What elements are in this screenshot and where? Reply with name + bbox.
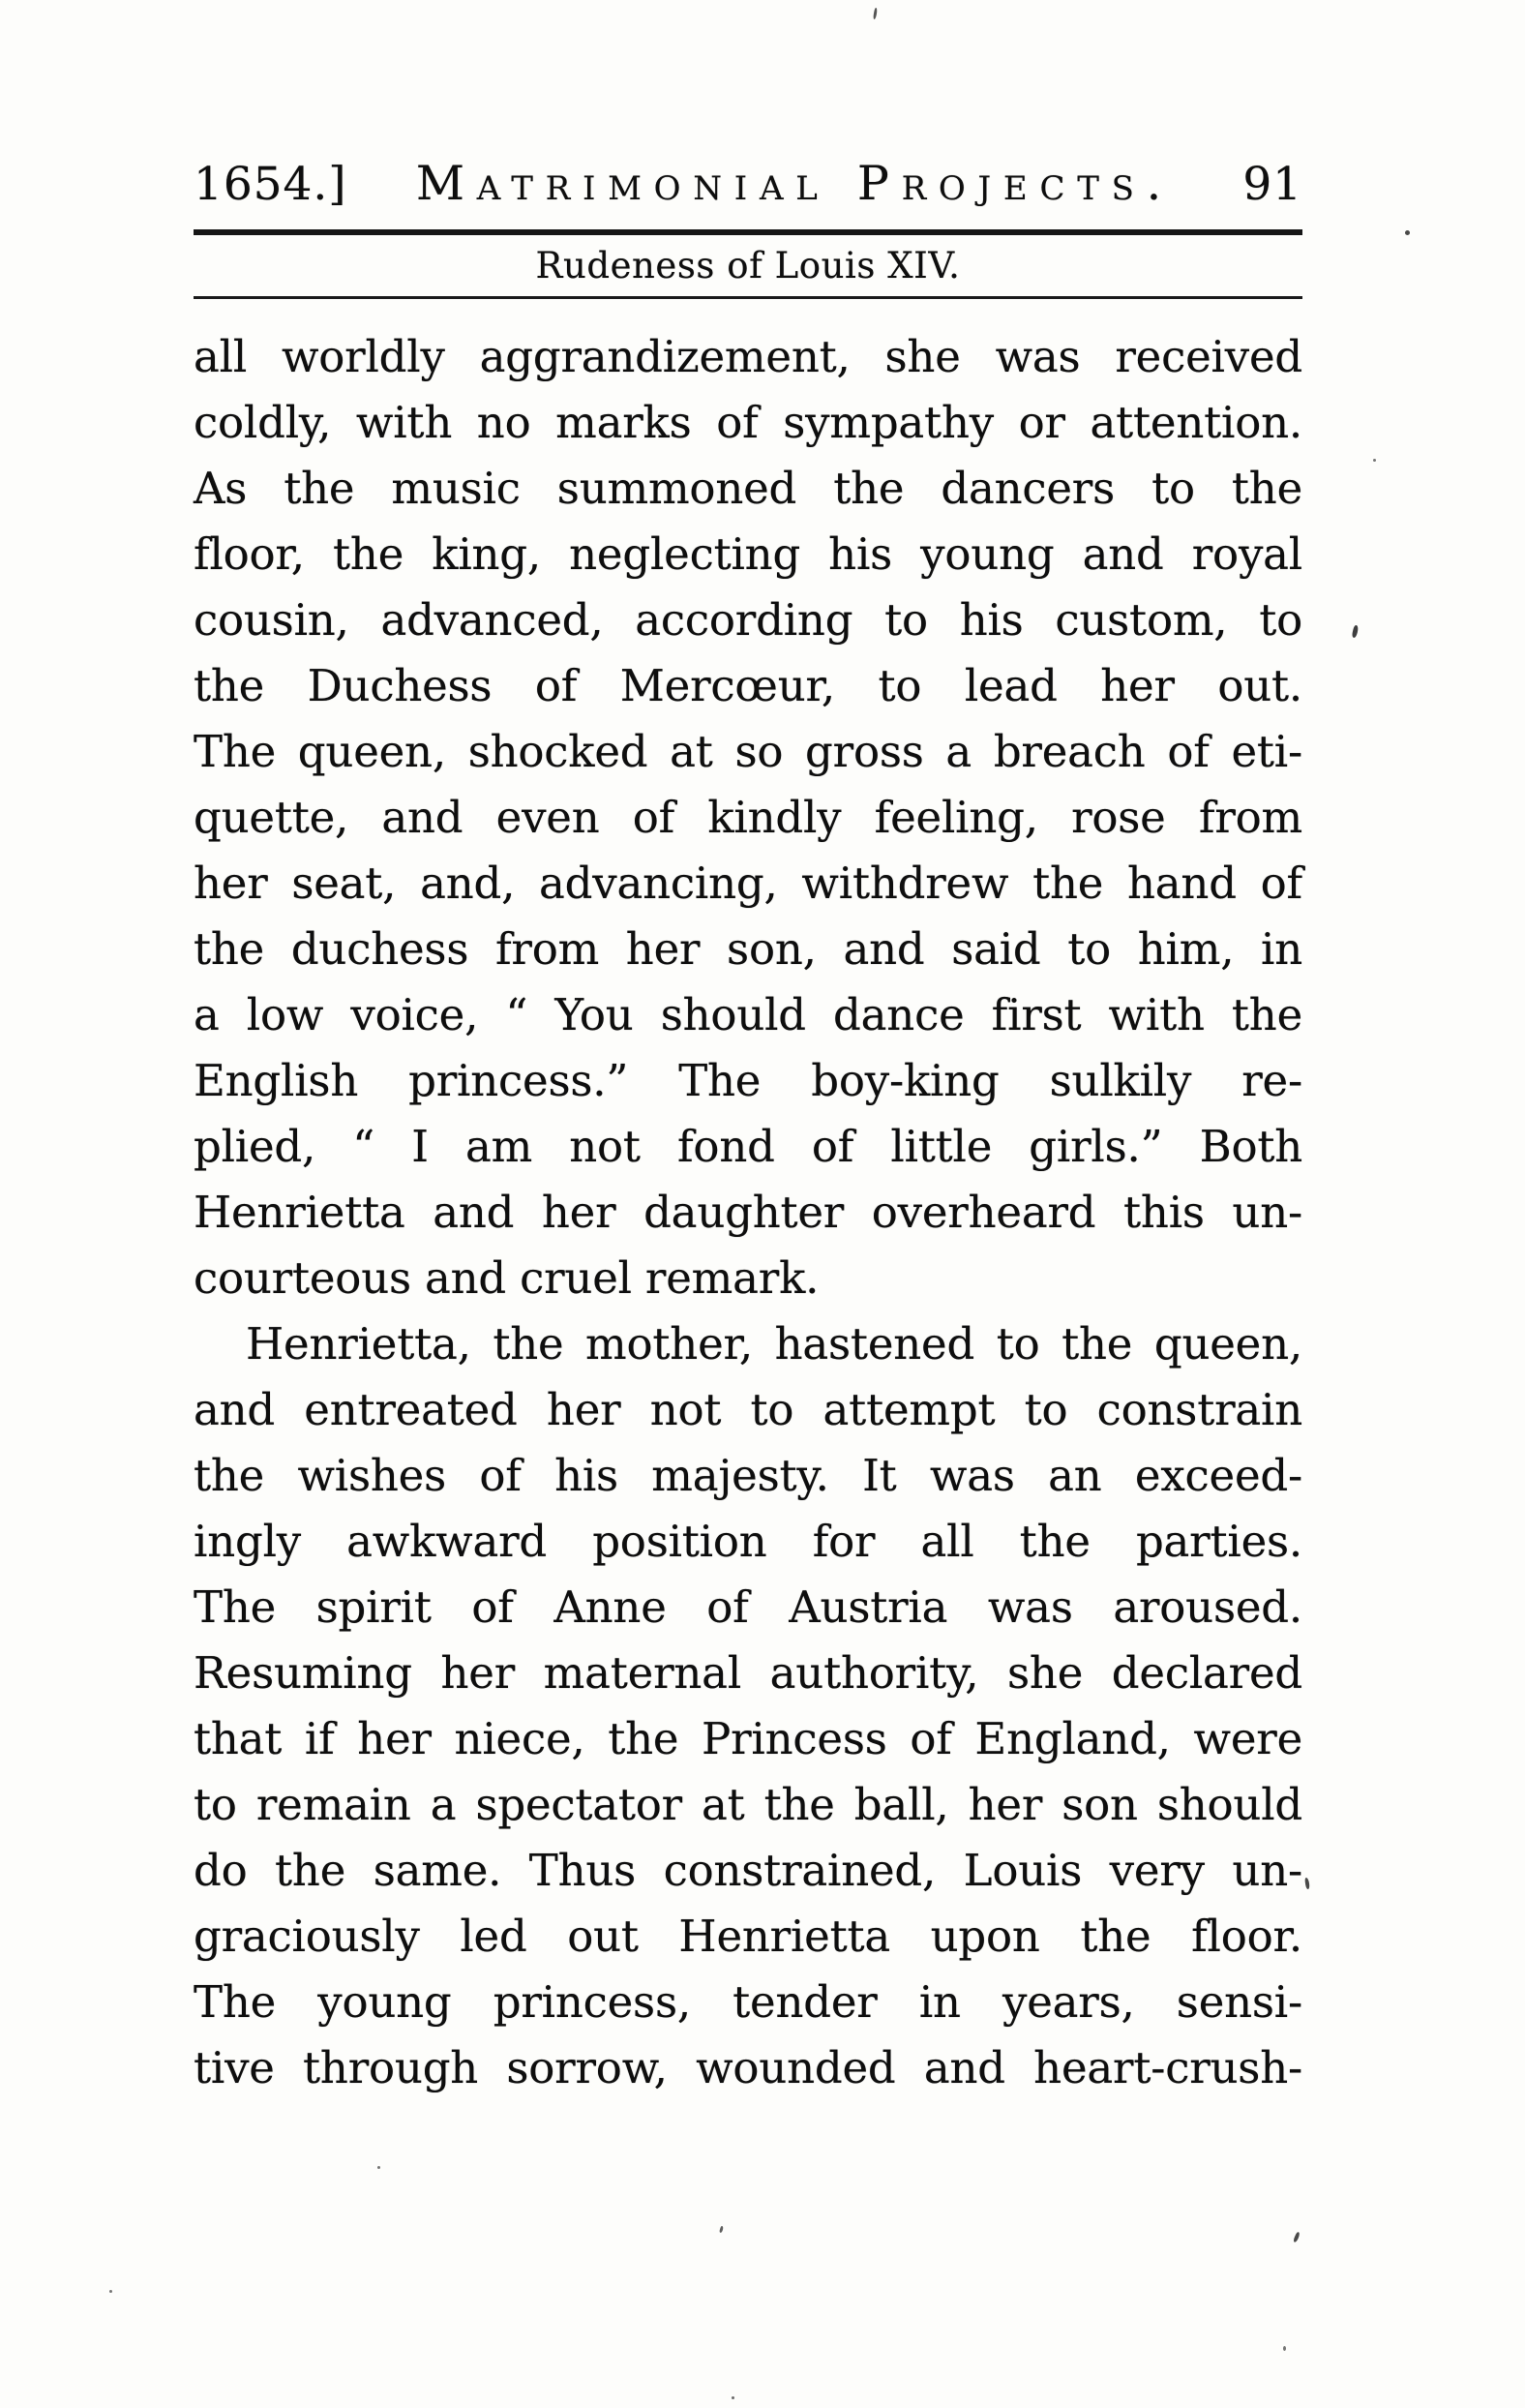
text-line: do the same. Thus constrained, Louis very un-: [194, 1845, 1302, 1897]
text-line: Resuming her maternal authority, she declared: [194, 1647, 1302, 1700]
text-line: the duchess from her son, and said to him, in: [194, 923, 1302, 976]
text-line: the wishes of his majesty. It was an exceed-: [194, 1450, 1302, 1502]
header-rule-thin: [194, 296, 1302, 299]
text-column: [194, 0, 1302, 2101]
text-line: that if her niece, the Princess of England, were: [194, 1713, 1302, 1765]
scan-speck: [732, 2396, 734, 2399]
scan-speck: [377, 2166, 380, 2169]
text-line-paragraph-start: Henrietta, the mother, hastened to the queen,: [246, 1318, 1302, 1370]
text-line: plied, “ I am not fond of little girls.” Both: [194, 1121, 1302, 1173]
page-header: [194, 158, 1302, 210]
text-line: quette, and even of kindly feeling, rose from: [194, 792, 1302, 844]
scan-speck: [1304, 1878, 1310, 1889]
scan-speck: [109, 2290, 112, 2293]
text-line: a low voice, “ You should dance first with the: [194, 989, 1302, 1041]
text-line: cousin, advanced, according to his custom, to: [194, 594, 1302, 647]
text-line: to remain a spectator at the ball, her son should: [194, 1779, 1302, 1831]
text-line: Henrietta and her daughter overheard this un-: [194, 1187, 1302, 1239]
text-line: graciously led out Henrietta upon the floor.: [194, 1911, 1302, 1963]
page-number: 91: [1242, 158, 1302, 211]
scan-speck: [1373, 459, 1376, 462]
scan-speck: [1405, 230, 1410, 235]
header-rule-thick: [194, 229, 1302, 235]
scan-speck: [1283, 2346, 1286, 2351]
text-line: tive through sorrow, wounded and heart-crush-: [194, 2042, 1302, 2094]
text-line: floor, the king, neglecting his young and royal: [194, 528, 1302, 581]
running-head: Rudeness of Louis XIV.: [535, 244, 961, 286]
text-line: her seat, and, advancing, withdrew the hand of: [194, 858, 1302, 910]
text-line: The spirit of Anne of Austria was aroused.: [194, 1581, 1302, 1634]
header-year-label: 1654.]: [194, 158, 347, 211]
text-line: the Duchess of Mercœur, to lead her out.: [194, 660, 1302, 712]
text-line: coldly, with no marks of sympathy or attention.: [194, 397, 1302, 449]
scan-speck: [1352, 625, 1360, 639]
scan-speck: [719, 2226, 724, 2234]
text-line: and entreated her not to attempt to constrain: [194, 1384, 1302, 1436]
text-line: The young princess, tender in years, sensi-: [194, 1976, 1302, 2029]
text-line: ingly awkward position for all the parties.: [194, 1516, 1302, 1568]
text-line: all worldly aggrandizement, she was received: [194, 331, 1302, 383]
text-line: The queen, shocked at so gross a breach of eti-: [194, 726, 1302, 778]
text-line: As the music summoned the dancers to the: [194, 463, 1302, 515]
text-line: English princess.” The boy-king sulkily re-: [194, 1055, 1302, 1107]
text-line: courteous and cruel remark.: [194, 1252, 820, 1305]
header-title: Matrimonial Projects.: [415, 156, 1174, 211]
scan-speck: [1293, 2232, 1301, 2243]
body-text: [194, 324, 1302, 2101]
